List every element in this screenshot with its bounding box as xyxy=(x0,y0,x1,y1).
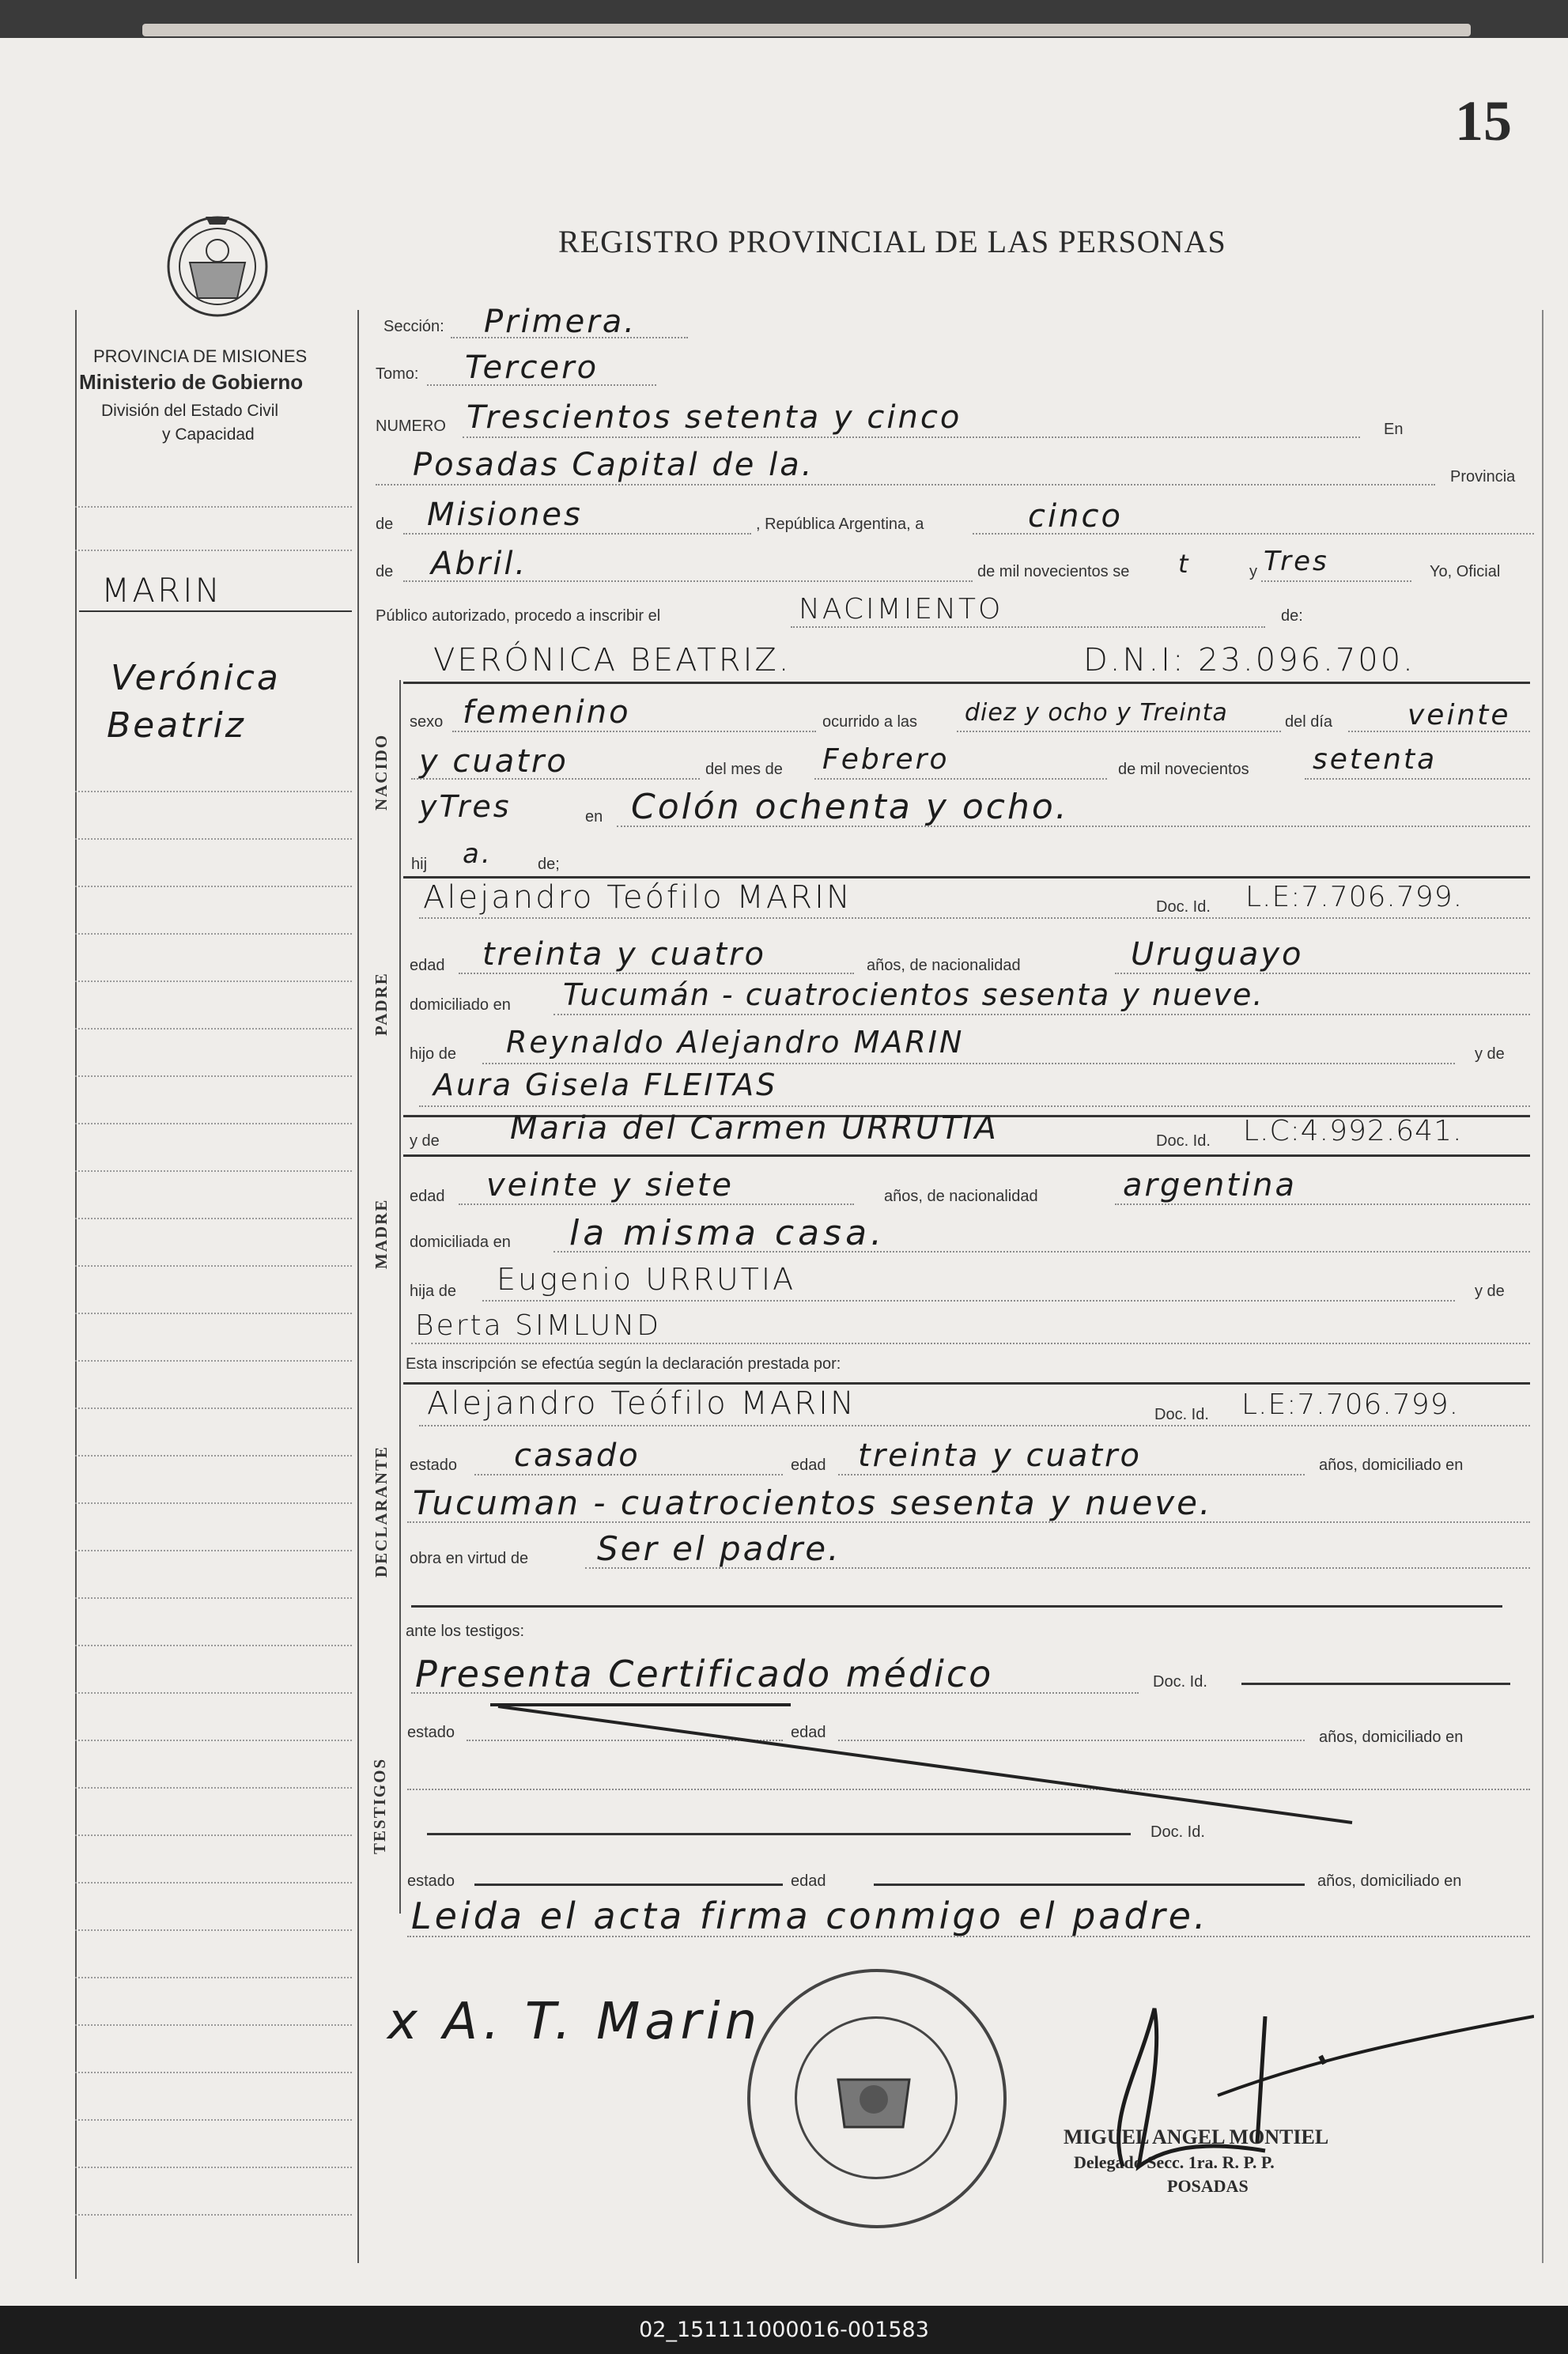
declarante-blank-line xyxy=(411,1605,1502,1608)
margin-ruled-line xyxy=(75,791,352,792)
tomo-label: Tomo: xyxy=(376,365,419,383)
book-edge xyxy=(142,24,1471,36)
padre-dom-value: Tucumán - cuatrocientos sesenta y nueve. xyxy=(563,977,1264,1012)
margin-ruled-line xyxy=(75,2119,352,2121)
yo-oficial-label: Yo, Oficial xyxy=(1430,563,1501,580)
margin-surname: MARIN xyxy=(101,571,222,610)
madre-edad-line xyxy=(459,1203,854,1205)
madre-edad-label: edad xyxy=(410,1188,445,1205)
numero-line xyxy=(463,436,1360,438)
obra-label: obra en virtud de xyxy=(410,1550,529,1567)
inscribe-value: NACIMIENTO xyxy=(799,593,1003,625)
left-frame-line xyxy=(75,310,77,2279)
testigos-edad-line-2 xyxy=(874,1884,1305,1886)
testigos-anos-label-2: años, domiciliado en xyxy=(1317,1872,1462,1890)
dia-nac-value-2: y cuatro xyxy=(419,743,569,780)
padre-name-line xyxy=(419,917,1530,919)
margin-ruled-line xyxy=(75,1834,352,1836)
declarante-dom-value: Tucuman - cuatrocientos sesenta y nueve. xyxy=(413,1483,1213,1522)
declarante-name: Alejandro Teófilo MARIN xyxy=(427,1385,856,1422)
de-label-1: de xyxy=(376,516,394,533)
de-label-2: de xyxy=(376,563,394,580)
nacido-name: VERÓNICA BEATRIZ. xyxy=(433,642,792,678)
closing-statement: Leida el acta firma conmigo el padre. xyxy=(411,1895,1209,1937)
margin-ruled-line xyxy=(75,1597,352,1599)
declarant-signature: x A. T. Marin xyxy=(387,1993,762,2051)
margin-ruled-line xyxy=(75,1550,352,1551)
margin-ruled-line xyxy=(75,1123,352,1124)
footer-id: 02_151111000016-001583 xyxy=(0,2306,1568,2354)
declarante-dom-line xyxy=(407,1521,1530,1523)
padre-doc-label: Doc. Id. xyxy=(1156,898,1211,916)
madre-hija-de-line xyxy=(482,1300,1455,1302)
testigos-doc-label: Doc. Id. xyxy=(1153,1673,1207,1691)
provincia-value: Misiones xyxy=(427,497,583,533)
lugar-value: Posadas Capital de la. xyxy=(413,447,814,483)
right-frame-line xyxy=(1542,310,1543,2263)
padre-edad-value: treinta y cuatro xyxy=(482,936,766,973)
tomo-line xyxy=(427,384,656,386)
margin-given-name-1: Verónica xyxy=(111,658,281,698)
dia-value: cinco xyxy=(1028,498,1123,535)
testigos-edad-label-2: edad xyxy=(791,1872,826,1890)
margin-ruled-line xyxy=(75,2024,352,2026)
margin-ruled-line xyxy=(75,2072,352,2073)
madre-dom-label: domiciliada en xyxy=(410,1234,511,1251)
official-name: MIGUEL ANGEL MONTIEL xyxy=(1064,2125,1329,2148)
seccion-value: Primera. xyxy=(484,304,637,340)
declarante-edad-line xyxy=(838,1474,1305,1476)
dia-nac-line xyxy=(1348,731,1530,732)
ante-testigos-label: ante los testigos: xyxy=(406,1623,525,1640)
margin-ruled-line xyxy=(75,1265,352,1267)
testigos-doc-line xyxy=(1241,1683,1510,1685)
capacity-label: y Capacidad xyxy=(162,425,255,444)
testigos-estado-line-2 xyxy=(474,1884,783,1886)
margin-ruled-line xyxy=(75,933,352,935)
tomo-value: Tercero xyxy=(465,350,599,386)
madre-hija-de-label: hija de xyxy=(410,1283,456,1300)
official-signature xyxy=(1060,1961,1534,2198)
declarante-edad-value: treinta y cuatro xyxy=(858,1438,1142,1474)
mes-line xyxy=(403,580,973,582)
margin-ruled-line xyxy=(75,1692,352,1694)
padre-dom-line xyxy=(554,1014,1530,1015)
republica-label: , República Argentina, a xyxy=(756,516,924,533)
mil-novecientos-label-2: de mil novecientos xyxy=(1118,761,1249,778)
madre-name: Maria del Carmen URRUTIA xyxy=(510,1110,999,1147)
coat-of-arms-icon xyxy=(158,207,277,326)
esta-inscripcion-label: Esta inscripción se efectúa según la declaración prestada por: xyxy=(406,1355,841,1373)
declarante-name-line xyxy=(419,1425,1530,1426)
provincia-line xyxy=(403,533,751,535)
nacido-name-line xyxy=(403,682,1530,684)
madre-nac-value: argentina xyxy=(1123,1167,1297,1203)
lugar-nac-value: Colón ochenta y ocho. xyxy=(631,787,1069,827)
province-label: PROVINCIA DE MISIONES xyxy=(93,346,308,366)
obra-line xyxy=(585,1567,1530,1569)
closing-line xyxy=(407,1936,1530,1937)
sexo-value: femenino xyxy=(463,694,631,731)
padre-edad-line xyxy=(459,973,854,974)
inscribe-line xyxy=(791,626,1265,628)
de-label-3: de: xyxy=(1281,607,1303,625)
document-title: REGISTRO PROVINCIAL DE LAS PERSONAS xyxy=(558,224,1226,259)
ministry-label: Ministerio de Gobierno xyxy=(79,370,304,394)
madre-section-label: MADRE xyxy=(372,1198,391,1269)
official-role: Delegado Secc. 1ra. R. P. P. xyxy=(1074,2152,1275,2172)
margin-surname-underline xyxy=(79,610,352,612)
margin-divider-line xyxy=(357,310,359,2263)
madre-name-line xyxy=(403,1154,1530,1157)
padre-madre-value: Aura Gisela FLEITAS xyxy=(433,1067,778,1102)
declarante-estado-line xyxy=(474,1474,783,1476)
madre-dom-value: la misma casa. xyxy=(569,1213,886,1253)
madre-y-de-label: y de xyxy=(410,1132,440,1150)
testigos-edad-label: edad xyxy=(791,1724,826,1741)
nacido-bottom-line xyxy=(403,876,1530,878)
testigos-estado-label: estado xyxy=(407,1724,455,1741)
dia-nac-value: veinte xyxy=(1407,699,1511,731)
numero-value: Trescientos setenta y cinco xyxy=(467,399,962,436)
top-strip xyxy=(0,0,1568,38)
mes-nac-line xyxy=(814,778,1107,780)
margin-ruled-line xyxy=(75,1502,352,1504)
official-city: POSADAS xyxy=(1167,2176,1249,2196)
hora-line xyxy=(957,731,1281,732)
padre-doc-value: L.E:7.706.799. xyxy=(1245,881,1464,913)
margin-ruled-line xyxy=(75,1645,352,1646)
madre-doc-label: Doc. Id. xyxy=(1156,1132,1211,1150)
hij-value: a. xyxy=(463,838,493,870)
padre-madre-line xyxy=(419,1105,1530,1107)
padre-hijo-de-value: Reynaldo Alejandro MARIN xyxy=(506,1025,965,1060)
margin-ruled-line xyxy=(75,886,352,887)
declarante-doc-value: L.E:7.706.799. xyxy=(1241,1389,1460,1421)
padre-nac-line xyxy=(1115,973,1530,974)
dia-nac-line-2 xyxy=(411,778,700,780)
madre-anos-label: años, de nacionalidad xyxy=(884,1188,1038,1205)
lugar-nac-line xyxy=(617,826,1530,827)
padre-hijo-de-line xyxy=(482,1063,1455,1064)
provincia-label: Provincia xyxy=(1450,468,1516,486)
en-label-2: en xyxy=(585,808,603,826)
testigos-estado-label-2: estado xyxy=(407,1872,455,1890)
del-dia-label: del día xyxy=(1285,713,1333,731)
padre-section-label: PADRE xyxy=(372,972,391,1036)
margin-ruled-line xyxy=(75,1028,352,1030)
margin-ruled-line xyxy=(75,1075,352,1077)
en-label: En xyxy=(1384,421,1404,438)
margin-ruled-line xyxy=(75,2167,352,2168)
numero-label: NUMERO xyxy=(376,418,446,435)
declarante-edad-label: edad xyxy=(791,1457,826,1474)
hora-value: diez y ocho y Treinta xyxy=(965,699,1228,727)
margin-ruled-line xyxy=(75,1740,352,1741)
margin-ruled-line xyxy=(75,1787,352,1789)
seccion-label: Sección: xyxy=(383,318,444,335)
margin-ruled-line xyxy=(75,1313,352,1314)
nacido-section-label: NACIDO xyxy=(372,733,391,810)
ano-nac-value-2: yTres xyxy=(419,789,512,824)
declarante-section-label: DECLARANTE xyxy=(372,1445,391,1578)
padre-dom-label: domiciliado en xyxy=(410,996,511,1014)
lugar-line xyxy=(376,484,1435,486)
madre-nac-line xyxy=(1115,1203,1530,1205)
division-label: División del Estado Civil xyxy=(101,402,279,420)
testigos-value: Presenta Certificado médico xyxy=(415,1653,994,1695)
declarante-anos-label: años, domiciliado en xyxy=(1319,1457,1464,1474)
ocurrido-label: ocurrido a las xyxy=(822,713,918,731)
page-number: 15 xyxy=(1455,89,1512,153)
del-mes-label: del mes de xyxy=(705,761,783,778)
margin-ruled-line xyxy=(75,981,352,982)
ano-nac-value: setenta xyxy=(1313,743,1438,776)
madre-y-de-label-2: y de xyxy=(1475,1283,1505,1300)
publico-label: Público autorizado, procedo a inscribir el xyxy=(376,607,661,625)
ano-line xyxy=(1261,580,1411,582)
testigos-section-label: TESTIGOS xyxy=(370,1757,389,1854)
testigos-anos-label: años, domiciliado en xyxy=(1319,1729,1464,1746)
margin-ruled-line xyxy=(75,1929,352,1931)
margin-ruled-line xyxy=(75,1360,352,1362)
margin-ruled-line xyxy=(75,506,352,508)
madre-madre-value: Berta SIMLUND xyxy=(415,1309,661,1342)
section-inner-line xyxy=(399,680,401,1914)
seccion-line xyxy=(451,337,688,338)
madre-dom-line xyxy=(554,1251,1530,1253)
padre-anos-label: años, de nacionalidad xyxy=(867,957,1021,974)
mes-value: Abril. xyxy=(431,546,528,582)
margin-ruled-line xyxy=(75,1170,352,1172)
sexo-label: sexo xyxy=(410,713,444,731)
padre-nac-value: Uruguayo xyxy=(1131,936,1304,973)
testigos-name-line xyxy=(411,1692,1139,1694)
stamp-emblem-icon xyxy=(830,2064,917,2135)
declarante-estado-value: casado xyxy=(514,1438,640,1474)
margin-ruled-line xyxy=(75,1218,352,1219)
padre-name: Alejandro Teófilo MARIN xyxy=(423,879,852,916)
obra-value: Ser el padre. xyxy=(597,1529,841,1568)
padre-hijo-de-label: hijo de xyxy=(410,1045,456,1063)
margin-ruled-line xyxy=(75,1977,352,1978)
declarante-estado-label: estado xyxy=(410,1457,458,1474)
margin-ruled-line xyxy=(75,1455,352,1457)
margin-ruled-line xyxy=(75,550,352,551)
y-label: y xyxy=(1249,563,1257,580)
margin-given-name-2: Beatriz xyxy=(107,705,246,746)
declarante-doc-label: Doc. Id. xyxy=(1154,1406,1209,1423)
ano-nac-line xyxy=(1305,778,1530,780)
mes-nac-value: Febrero xyxy=(822,743,950,776)
madre-doc-value: L.C:4.992.641. xyxy=(1243,1115,1463,1147)
testigos-doc-label-2: Doc. Id. xyxy=(1150,1823,1205,1841)
nacido-dni: D.N.I: 23.096.700. xyxy=(1083,642,1415,678)
madre-madre-line xyxy=(411,1343,1530,1344)
cancel-strike-line xyxy=(490,1700,1360,1834)
de-label-4: de; xyxy=(538,856,560,873)
margin-ruled-line xyxy=(75,2214,352,2216)
ano-value-b: Tres xyxy=(1264,546,1329,577)
padre-edad-label: edad xyxy=(410,957,445,974)
dia-line xyxy=(973,533,1534,535)
margin-ruled-line xyxy=(75,1407,352,1409)
mil-novecientos-label: de mil novecientos se xyxy=(977,563,1130,580)
margin-ruled-line xyxy=(75,838,352,840)
sexo-line xyxy=(452,731,816,732)
margin-ruled-line xyxy=(75,1882,352,1884)
ano-value-a: t xyxy=(1178,549,1191,579)
madre-hija-de-value: Eugenio URRUTIA xyxy=(497,1262,796,1297)
madre-edad-value: veinte y siete xyxy=(486,1167,734,1203)
padre-y-de-label: y de xyxy=(1475,1045,1505,1063)
madre-bottom-line xyxy=(403,1382,1530,1385)
hij-label: hij xyxy=(411,856,428,873)
